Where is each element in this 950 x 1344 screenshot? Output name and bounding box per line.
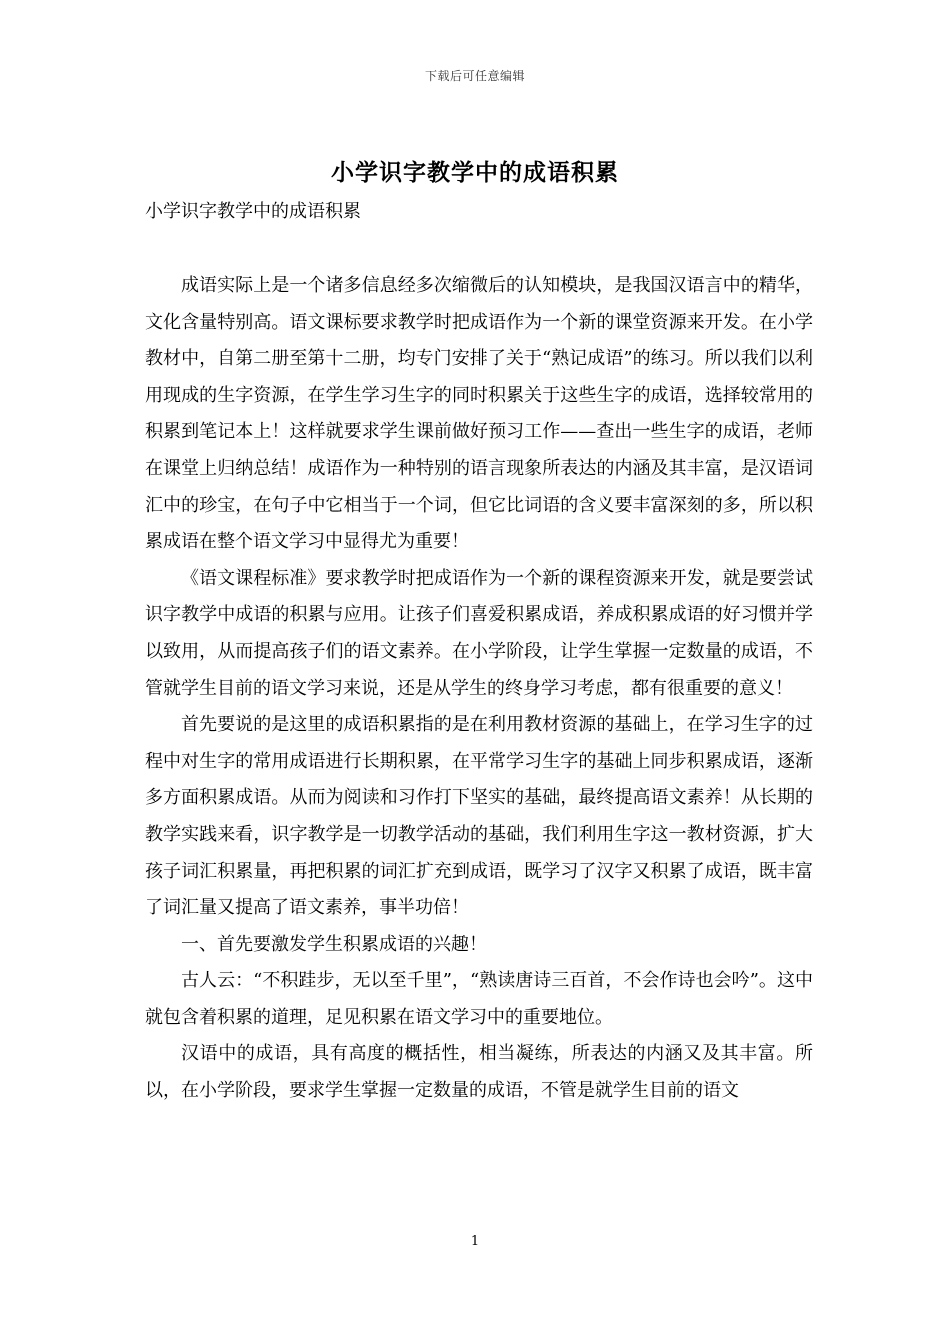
page-number: 1 <box>470 1234 480 1249</box>
header-note: 下载后可任意编辑 <box>424 69 525 83</box>
paragraph-4: 古人云：“不积跬步，无以至千里”，“熟读唐诗三百首，不会作诗也会吟”。这中就包含着积累的道理，足见积累在语文学习中的重要地位。 <box>145 970 813 1028</box>
section-heading: 一、首先要激发学生积累成语的兴趣！ <box>181 933 487 955</box>
paragraph-3: 首先要说的是这里的成语积累指的是在利用教材资源的基础上，在学习生字的过程中对生字的常用成语进行长期积累，在平常学习生字的基础上同步积累成语，逐渐多方面积累成语。从而为阅读和习作打下坚实的基础，最终提高语文素养！从长期的教学实践来看，识字教学是一切教学活动的基础，我们利用生字这一教材资源，扩大孩子词汇积累量，再把积累的词汇扩充到成语，既学习了汉字又积累了成语，既丰富了词汇量又提高了语文素养，事半功倍！ <box>145 714 813 919</box>
paragraph-2: 《语文课程标准》要求教学时把成语作为一个新的课程资源来开发，就是要尝试识字教学中成语的积累与应用。让孩子们喜爱积累成语，养成积累成语的好习惯并学以致用，从而提高孩子们的语文素养。在小学阶段，让学生掌握一定数量的成语，不管就学生目前的语文学习来说，还是从学生的终身学习考虑，都有很重要的意义！ <box>145 567 813 699</box>
paragraph-1: 成语实际上是一个诸多信息经多次缩微后的认知模块，是我国汉语言中的精华，文化含量特别高。语文课标要求教学时把成语作为一个新的课堂资源来开发。在小学教材中，自第二册至第十二册，均专门安排了关于“熟记成语”的练习。所以我们以利用现成的生字资源，在学生学习生字的同时积累关于这些生字的成语，选择较常用的积累到笔记本上！这样就要求学生课前做好预习工作——查出一些生字的成语，老师在课堂上归纳总结！成语作为一种特别的语言现象所表达的内涵及其丰富，是汉语词汇中的珍宝，在句子中它相当于一个词，但它比词语的含义要丰富深刻的多，所以积累成语在整个语文学习中显得尤为重要！ <box>145 275 813 553</box>
document-title: 小学识字教学中的成语积累 <box>331 160 619 186</box>
paragraph-5: 汉语中的成语，具有高度的概括性，相当凝练，所表达的内涵又及其丰富。所以，在小学阶段，要求学生掌握一定数量的成语，不管是就学生目前的语文 <box>145 1043 813 1102</box>
document-subtitle: 小学识字教学中的成语积累 <box>145 201 361 222</box>
document-body <box>145 268 813 1110</box>
